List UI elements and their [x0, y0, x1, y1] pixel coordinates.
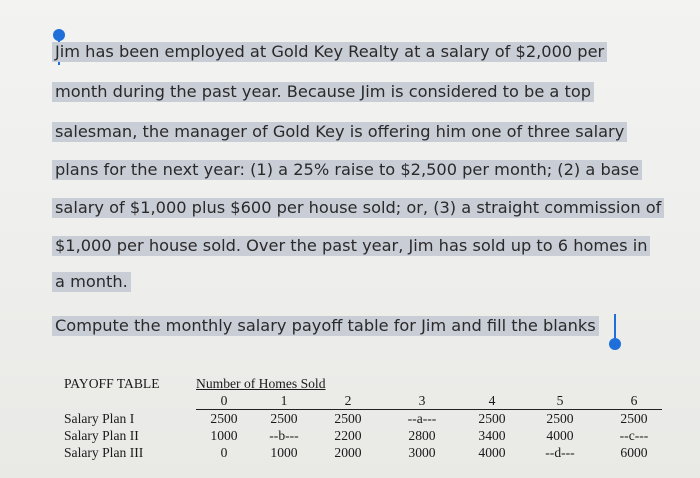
column-header: 2 [344, 393, 352, 408]
paragraph-line-6: $1,000 per house sold. Over the past year, Jim has sold up to 6 homes in [52, 236, 650, 256]
blank-a: --a--- [407, 411, 437, 426]
table-cell: 4000 [546, 428, 574, 443]
table-cell: 2500 [210, 411, 238, 426]
row-label-plan-1: Salary Plan I [64, 411, 135, 426]
paragraph-line-3: salesman, the manager of Gold Key is offering him one of three salary [52, 122, 627, 142]
column-header: 3 [418, 393, 426, 408]
table-cell: 2200 [334, 428, 362, 443]
column-header: 6 [630, 393, 638, 408]
table-cell: 2500 [270, 411, 298, 426]
paragraph-line-4: plans for the next year: (1) a 25% raise to $2,500 per month; (2) a base [52, 160, 642, 180]
table-cell: 2500 [546, 411, 574, 426]
table-cell: 3400 [478, 428, 506, 443]
paragraph-line-2: month during the past year. Because Jim is considered to be a top [52, 82, 594, 102]
table-cell: 1000 [210, 428, 238, 443]
column-header: 5 [556, 393, 564, 408]
table-header: Number of Homes Sold [196, 376, 326, 391]
question-highlight: Compute the monthly salary payoff table for Jim and fill the blanks [52, 316, 599, 336]
table-cell: 2000 [334, 445, 362, 460]
paragraph-line-1: Jim has been employed at Gold Key Realty at a salary of $2,000 per [52, 42, 607, 62]
row-label-plan-3: Salary Plan III [64, 445, 144, 460]
row-label-plan-2: Salary Plan II [64, 428, 139, 443]
blank-d: --d--- [545, 445, 575, 460]
table-title: PAYOFF TABLE [64, 376, 160, 391]
blank-c: --c--- [619, 428, 649, 443]
blank-b: --b--- [269, 428, 299, 443]
table-cell: 2800 [408, 428, 436, 443]
table-cell: 3000 [408, 445, 436, 460]
selection-end-bar[interactable] [614, 314, 616, 341]
header-underline [196, 409, 662, 410]
column-header: 1 [280, 393, 288, 408]
table-cell: 2500 [620, 411, 648, 426]
selection-end-handle[interactable] [609, 338, 621, 350]
question-text [52, 312, 599, 339]
paragraph-line-5: salary of $1,000 plus $600 per house sold; or, (3) a straight commission of [52, 198, 664, 218]
table-cell: 2500 [334, 411, 362, 426]
paragraph-line-7: a month. [52, 272, 131, 292]
column-header: 0 [220, 393, 228, 408]
table-cell: 1000 [270, 445, 298, 460]
table-cell: 2500 [478, 411, 506, 426]
table-cell: 6000 [620, 445, 648, 460]
table-cell: 0 [220, 445, 228, 460]
column-header: 4 [488, 393, 496, 408]
table-cell: 4000 [478, 445, 506, 460]
